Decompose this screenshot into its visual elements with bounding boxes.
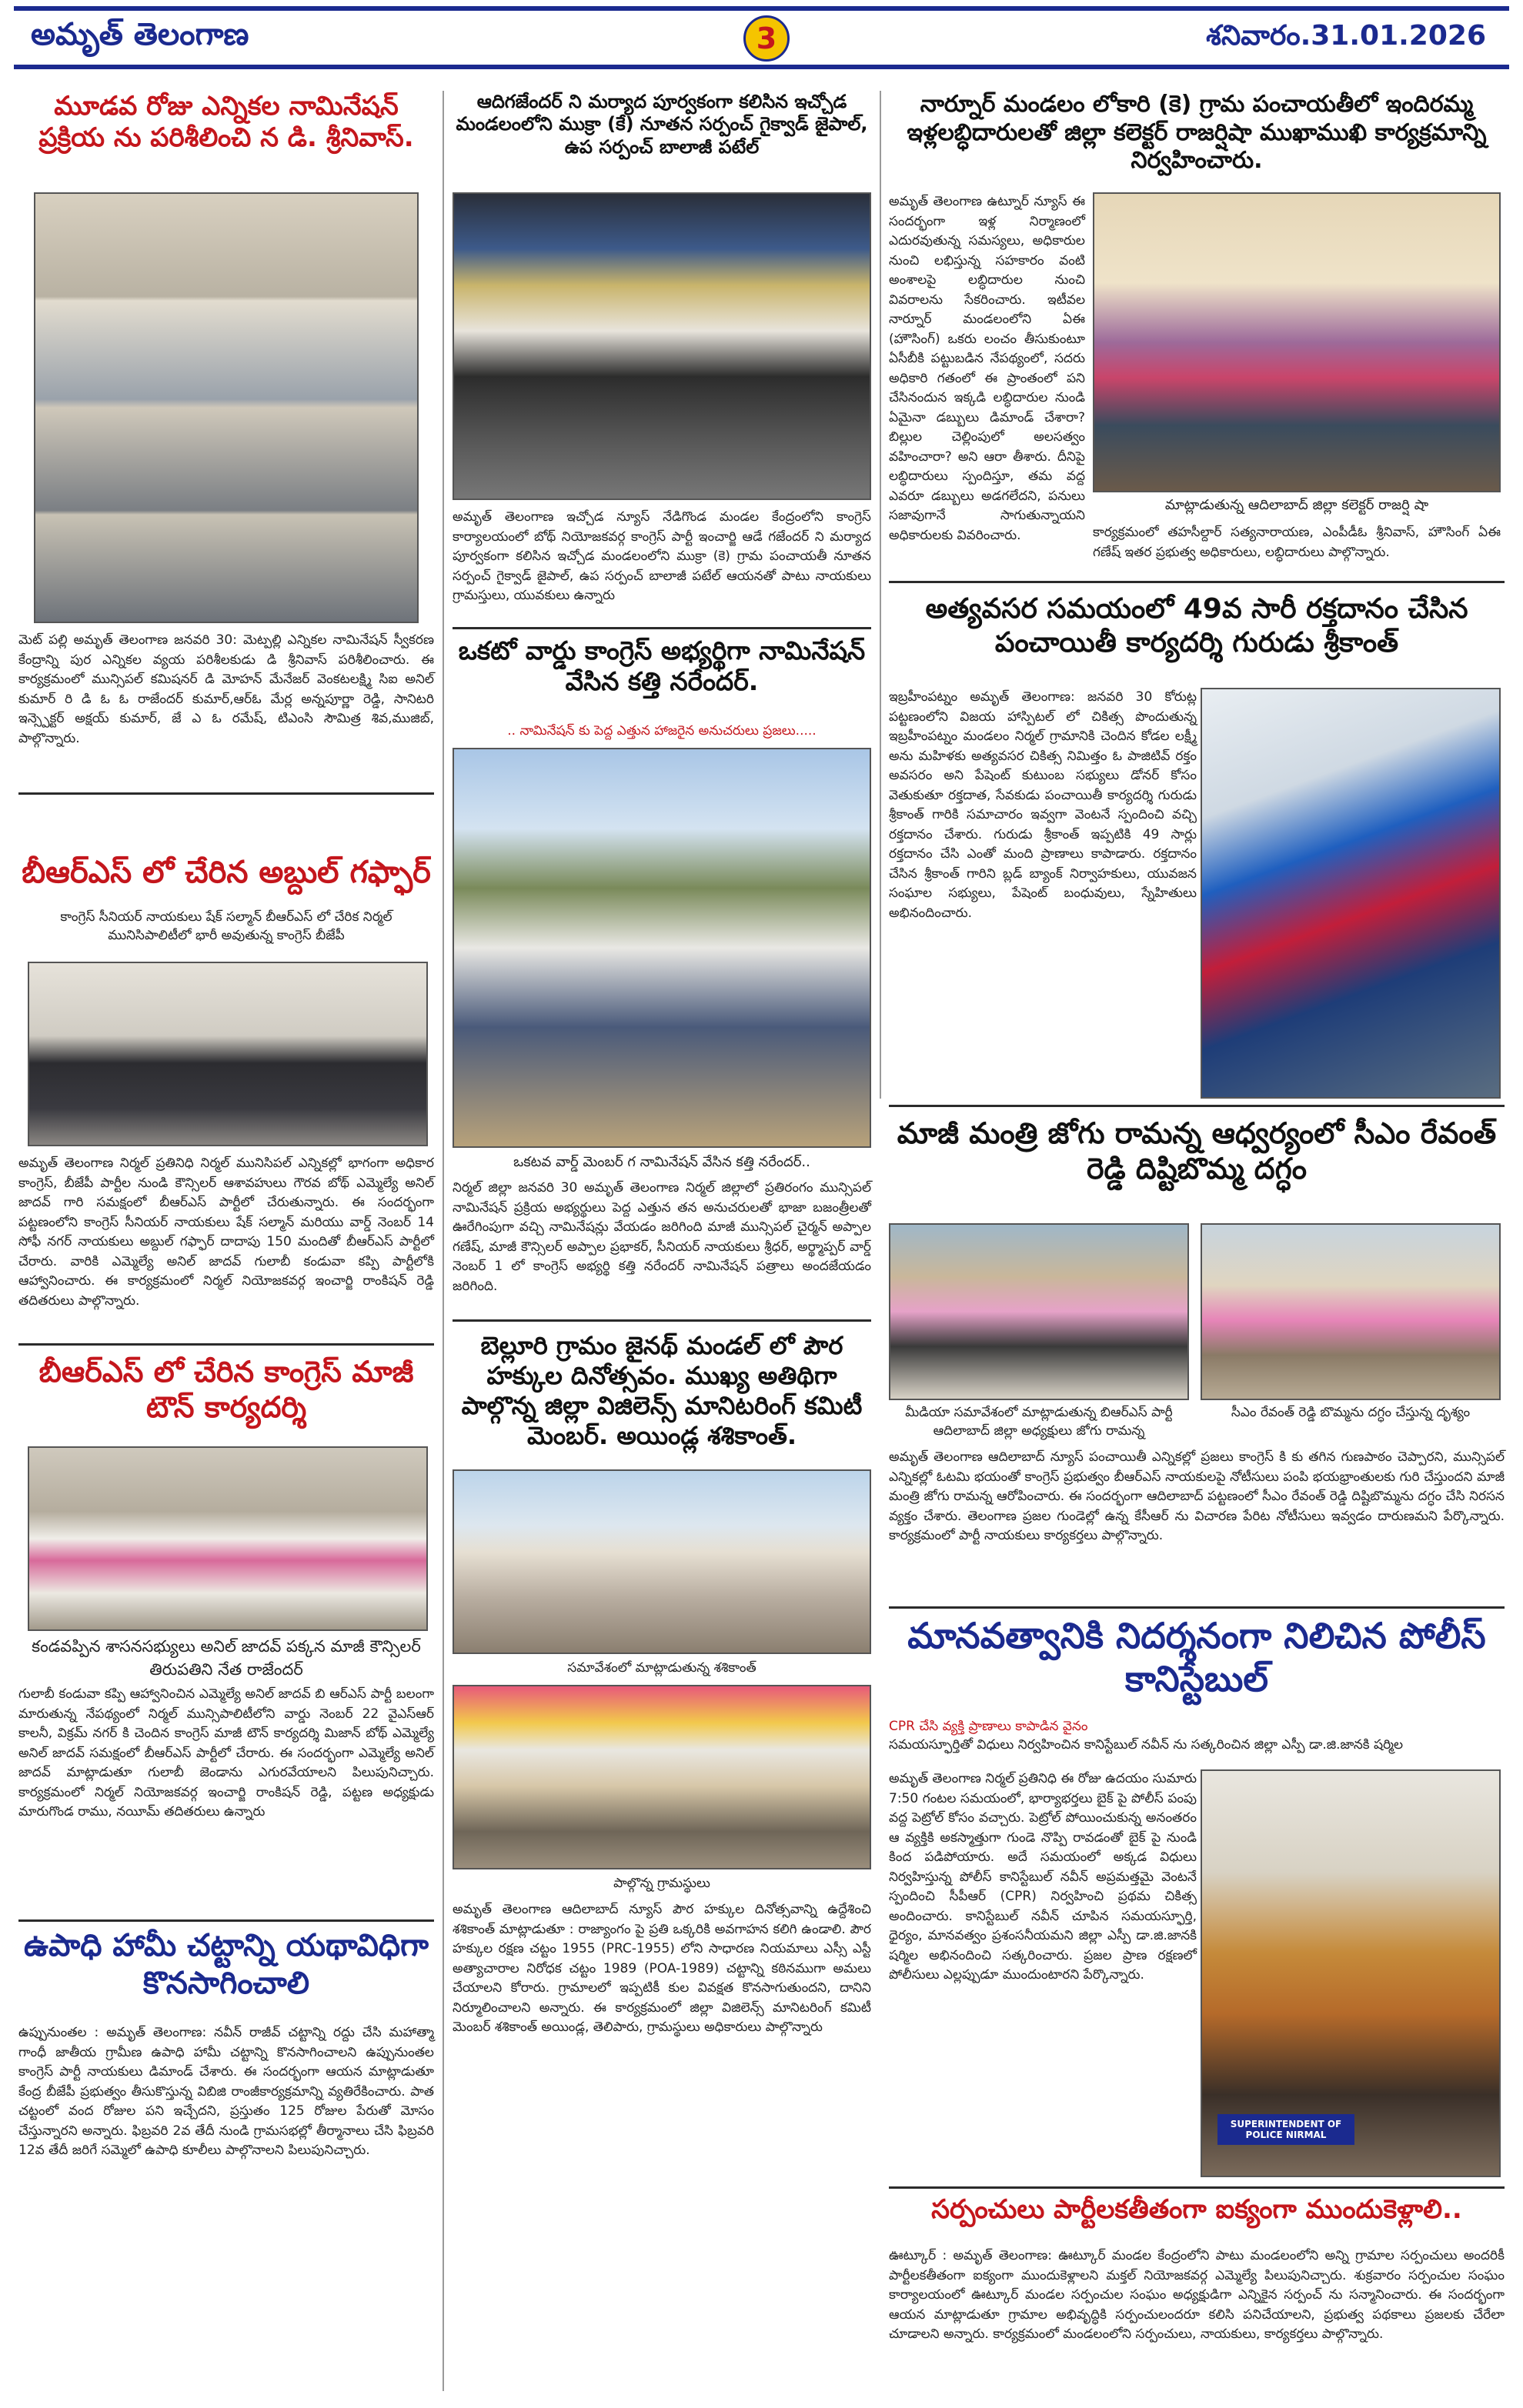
masthead — [14, 6, 1509, 69]
article-subhead-block — [18, 906, 434, 956]
headline: బీఆర్ఎస్ లో చేరిన కాంగ్రెస్ మాజీ టౌన్ కార్యదర్శి — [38, 1355, 414, 1425]
article-body: అమృత్ తెలంగాణ ఆదిలాబాద్ న్యూస్ పంచాయితీ ఎన్నికల్లో ప్రజలు కాంగ్రెస్ కి కు తగిన గుణపాఠం చెప్పారని, మున్సిపల్ ఎన్నికల్లో ఓటమి భయంతో కాంగ్రెస్ ప్రభుత్వం బీఆర్ఎస్ నాయకులపై నోటీసులు పంపి భయభ్రాంతులకు గురి చేస్తుందని మాజీ మంత్రి జోగు రామన్న ఆరోపించారు. ఈ సందర్భంగా ఆదిలాబాద్ పట్టణంలో సీఎం రేవంత్ రెడ్డి దిష్టిబొమ్మను దగ్ధం చేసి నిరసన వ్యక్తం చేశారు. తెలంగాణ ప్రజల గుండెల్లో ఉన్న కేసీఆర్ ను విచారణ పేరిట నోటీసులు ఇవ్వడం దారుణమని పేర్కొన్నారు. కార్యక్రమంలో పార్టీ నాయకులు కార్యకర్తలు పాల్గొన్నారు. — [889, 1449, 1505, 1543]
article-footer-text: కార్యక్రమంలో తహసీల్దార్ సత్యనారాయణ, ఎంపీడీఓ శ్రీనివాస్, హౌసింగ్ ఏఈ గణేష్ ఇతర ప్రభుత్వ అధికారులు, లబ్ధిదారులు పాల్గొన్నారు. — [1093, 525, 1501, 560]
photo-brs-joining-event — [28, 962, 428, 1146]
article-body: అమృత్ తెలంగాణ నిర్మల్ ప్రతినిధి ఈ రోజు ఉదయం సుమారు 7:50 గంటల సమయంలో, భార్యాభర్తలు బైక్ పై పోలీస్ పంపు వద్ద పెట్రోల్ కోసం వచ్చారు. పెట్రోల్ పోయించుకున్న అనంతరం ఆ వ్యక్తికి అకస్మాత్తుగా గుండె నొప్పి రావడంతో బైక్ పై నుండి కింద పడిపోయారు. అదే సమయంలో అక్కడ విధులు నిర్వహిస్తున్న పోలీస్ కానిస్టేబుల్ నవీన్ అప్రమత్తమై వెంటనే స్పందించి సీపీఆర్ (CPR) నిర్వహించి ప్రథమ చికిత్స అందించారు. కానిస్టేబుల్ నవీన్ చూపిన సమయస్ఫూర్తి, ధైర్యం, మానవత్వం ప్రశంసనీయమని జిల్లా ఎస్పీ డా.జి.జానకి షర్మిల అభినందించి సత్కరించారు. ప్రజల ప్రాణ రక్షణలో పోలీసులు ఎల్లప్పుడూ ముందుంటారని పేర్కొన్నారు. — [889, 1771, 1197, 1983]
article-divider — [18, 1919, 434, 1922]
headline: మానవత్వానికి నిదర్శనంగా నిలిచిన పోలీస్ కానిస్టేబుల్ — [907, 1615, 1486, 1700]
photo-sarpanch-meeting — [453, 192, 871, 500]
article-body-text: అమృత్ తెలంగాణ ఆదిలాబాద్ న్యూస్ పౌర హక్కుల దినోత్సవాన్ని ఉద్దేశించి శశికాంత్ మాట్లాడుతూ : రాజ్యాంగం పై ప్రతి ఒక్కరికి అవగాహన కలిగి ఉండాలి. పౌర హక్కుల రక్షణ చట్టం 1955 (PRC-1955) లోని సాధారణ నియమాలు ఎస్సీ ఎస్టీ అత్యాచారాల నిరోధక చట్టం 1989 (POA-1989) చట్టాన్ని కఠినముగా అమలు చేయాలని కోరారు. గ్రామాలలో ఇప్పటికీ కుల వివక్షత కొనసాగుతుందని, దానిని నిర్మూలించాలని అన్నారు. ఈ కార్యక్రమంలో జిల్లా విజిలెన్స్ మానిటరింగ్ కమిటీ మెంబర్ శశికాంత్ అయిండ్ల, తెలిపారు, గ్రామస్థులు అధికారులు పాల్గొన్నారు — [453, 1902, 871, 2035]
article-congress-secretary-headline — [18, 1354, 434, 1439]
photo-caption: ఒకటవ వార్డ్ మెంబర్ గ నామినేషన్ వేసిన కత్తి నరేందర్.. — [513, 1154, 810, 1170]
article-divider — [18, 792, 434, 795]
sp-nameplate: SUPERINTENDENT OF POLICE NIRMAL — [1217, 2114, 1354, 2145]
article-divider — [18, 1343, 434, 1346]
article-divider — [889, 1105, 1505, 1107]
photo-blood-donation — [1201, 688, 1501, 1099]
photo-caption: పాల్గొన్న గ్రామస్థులు — [613, 1876, 710, 1891]
photo-jogu-ramanna-press-meet — [889, 1223, 1189, 1400]
article-body: అమృత్ తెలంగాణ ఇచ్చోడ న్యూస్ నేడిగొండ మండల కేంద్రంలోని కాంగ్రెస్ కార్యాలయంలో బోథ్ నియోజకవర్గ కాంగ్రెస్ పార్టీ ఇంచార్జి ఆడే గజేందర్ ని మర్యాద పూర్వకంగా కలిసిన ఇచ్చోడ మండలంలోని ముక్రా (కె) గ్రామ పంచాయతీ నూతన సర్పంచ్ గైక్వాడ్ జైపాల్, ఉప సర్పంచ్ బాలాజీ పటేల్ ఆయనతో పాటు నాయకులు గ్రామస్తులు, యువకులు ఉన్నారు — [453, 509, 871, 603]
article-sarpanch-courtesy-headline — [453, 91, 871, 183]
article-body: గులాబీ కండువా కప్పి ఆహ్వానించిన ఎమ్మెల్యే అనిల్ జాదవ్ బి ఆర్ఎస్ పార్టీ బలంగా మారుతున్న నేపథ్యంలో నిర్మల్ మున్సిపాలిటీలోని వార్డు నెంబర్ 22 వైఎస్ఆర్ కాలనీ, విక్రమ్ నగర్ కి చెందిన కాంగ్రెస్ మాజీ టౌన్ కార్యదర్శి మిజాన్ బోథ్ ఎమ్మెల్యే అనిల్ జాదవ్ సమక్షంలో బీఆర్ఎస్ పార్టీలో చేరారు. ఈ సందర్భంగా ఎమ్మెల్యే అనిల్ జాదవ్ మాట్లాడుతూ గులాబీ జెండాను ఎగురవేయాలని పిలుపునిచ్చారు. కార్యక్రమంలో నిర్మల్ నియోజకవర్గ ఇంచార్జి రాంకిషన్ రెడ్డి, పట్టణ అధ్యక్షుడు మారుగొండ రాము, నయీమ్ తదితరులు ఉన్నారు — [18, 1686, 434, 1819]
photo-caption: కండవప్పిన శాసనసభ్యులు అనిల్ జాదవ్ పక్కన మాజీ కౌన్సిలర్ తిరుపతిని నేత రాజేందర్ — [32, 1637, 421, 1679]
photo-villagers-participating — [453, 1685, 871, 1869]
article-body: ఊట్కూర్ : అమృత్ తెలంగాణ: ఊట్కూర్ మండల కేంద్రంలోని పాటు మండలంలోని అన్ని గ్రామాల సర్పంచులు అందరికీ పార్టీలకతీతంగా ఐక్యంగా ముందుకెళ్లాలని మక్తల్ నియోజకవర్గ ఎమ్మెల్యే పిలుపునిచ్చారు. శుక్రవారం సర్పంచుల సంఘం కార్యాలయంలో ఊట్కూర్ మండల సర్పంచుల సంఘం అధ్యక్షుడిగా ఎన్నికైన సర్పంచ్ ను సన్మానించారు. ఈ సందర్భంగా ఆయన మాట్లాడుతూ గ్రామాల అభివృద్ధికి సర్పంచులందరూ కలిసి పనిచేయాలని, ప్రభుత్వ పథకాలు ప్రజలకు చేరేలా చూడాలని అన్నారు. కార్యక్రమంలో మండలంలోని సర్పంచులు, నాయకులు, కార్యకర్తలు పాల్గొన్నారు. — [889, 2248, 1505, 2342]
subhead-block — [453, 720, 871, 742]
photo-effigy-burning — [1201, 1223, 1501, 1400]
headline: బెల్లూరి గ్రామం జైనథ్ మండల్ లో పౌర హక్కుల దినోత్సవం. ముఖ్య అతిథిగా పాల్గొన్న జిల్లా విజిలెన్స్ మానిటరింగ్ కమిటీ మెంబర్. అయిండ్ల శశికాంత్. — [461, 1331, 863, 1451]
photo-collage-nomination-inspection — [34, 192, 419, 623]
article-sarpanch-unity-headline — [889, 2194, 1505, 2240]
article-abdul-gaffar-headline — [18, 854, 434, 900]
photo-civil-rights-meeting — [453, 1469, 871, 1654]
subhead: CPR చేసి వ్యక్తి ప్రాణాలు కాపాడిన వైనం — [889, 1719, 1088, 1734]
article-effigy-burning-headline — [889, 1116, 1505, 1208]
headline: నార్నూర్ మండలం లోకారి (కె) గ్రామ పంచాయతీలో ఇందిరమ్మ ఇళ్లలబ్ధిదారులతో జిల్లా కలెక్టర్ రాజర్షిషా ముఖాముఖి కార్యక్రమాన్ని నిర్వహించారు. — [907, 91, 1487, 175]
article-body: మెట్ పల్లి అమృత్ తెలంగాణ జనవరి 30: మెట్పల్లి ఎన్నికల నామినేషన్ స్వీకరణ కేంద్రాన్ని పుర ఎన్నికల వ్యయ పరిశీలకుడు డి శ్రీనివాస్ పరిశీలించారు. ఈ కార్యక్రమంలో మున్సిపల్ కమిషనర్ డి మోహన్ మేనేజర్ వెంకటలక్ష్మి సిఐ అనిల్ కుమార్ రి డి ఓ ఓ రాజేందర్ కుమార్,ఆర్ఓ మేర్ల అన్నపూర్ణా రెడ్డి, సానిటరి ఇన్స్పెక్టర్ అక్షయ్ కుమార్, జే ఎ ఓ రమేష్, టిఎంసి సౌమిత్ర శివ,ముజిబ్, పాల్గొన్నారు. — [18, 632, 434, 746]
headline: మాజీ మంత్రి జోగు రామన్న ఆధ్వర్యంలో సీఎం రేవంత్ రెడ్డి దిష్టిబొమ్మ దగ్ధం — [897, 1116, 1497, 1186]
article-employment-guarantee-headline — [18, 1927, 434, 2019]
headline: మూడవ రోజు ఎన్నికల నామినేషన్ ప్రక్రియ ను పరిశీలించి న డి. శ్రీనివాస్. — [38, 91, 414, 154]
article-body: అమృత్ తెలంగాణ నిర్మల్ ప్రతినిధి నిర్మల్ మునిసిపల్ ఎన్నికల్లో భాగంగా అధికార కాంగ్రెస్, బీజేపీ పార్టీల నుండి కౌన్సిలర్ ఆశావహులు గౌరవ బోథ్ ఎమ్మెల్యే అనిల్ జాదవ్ గారి సమక్షంలో బీఆర్ఎస్ పార్టీలో చేరుతున్నారు. ఈ సందర్భంగా పట్టణంలోని కాంగ్రెస్ సీనియర్ నాయకులు షేక్ సల్మాన్ మరియు వార్డ్ నెంబర్ 14 సోఫీ నగర్ నాయకులు అబ్దుల్ గఫ్ఫార్ దాదాపు 150 మందితో బీఆర్ఎస్ పార్టీలో చేరారు. వారికి ఎమ్మెల్యే అనిల్ జాదవ్ గులాబీ కండువా కప్పి పార్టీలోకి ఆహ్వానించారు. ఈ కార్యక్రమంలో నిర్మల్ నియోజకవర్గ ఇంచార్జి రాంకిషన్ రెడ్డి తదితరులు పాల్గొన్నారు. — [18, 1156, 434, 1309]
article-body: ఉప్పునుంతల : అమృత్ తెలంగాణ: నవీన్ రాజీవ్ చట్టాన్ని రద్దు చేసి మహాత్మా గాంధీ జాతీయ గ్రామీణ ఉపాధి హామీ చట్టాన్ని కొనసాగించాలని ఉప్పునుంతల కాంగ్రెస్ పార్టీ నాయకులు డిమాండ్ చేశారు. ఈ సందర్భంగా ఆయన మాట్లాడుతూ కేంద్ర బీజేపీ ప్రభుత్వం తీసుకొస్తున్న విబిజి రాంజీకార్యక్రమాన్ని వ్యతిరేకించారు. పాత చట్టంలో వంద రోజుల పని ఇచ్చేదని, ప్రస్తుతం 125 రోజుల పేరుతో మోసం చేస్తున్నారని అన్నారు. ఫిబ్రవరి 2వ తేదీ నుండి గ్రామసభల్లో తీర్మానాలు చేసి ఫిబ్రవరి 12వ తేదీ జరిగే సమ్మెలో ఉపాధి కూలీలు పాల్గొనాలని పిలుపునిచ్చారు. — [18, 2025, 434, 2158]
headline: ఒకటో వార్డు కాంగ్రెస్ అభ్యర్థిగా నామినేషన్ వేసిన కత్తి నరేందర్. — [458, 635, 866, 697]
photo-caption: మాట్లాడుతున్న ఆదిలాబాద్ జిల్లా కలెక్టర్ రాజర్షి షా — [1164, 497, 1429, 513]
article-body: అమృత్ తెలంగాణ ఉట్నూర్ న్యూస్ ఈ సందర్భంగా ఇళ్ల నిర్మాణంలో ఎదురవుతున్న సమస్యలు, అధికారుల నుంచి లభిస్తున్న సహకారం వంటి అంశాలపై లబ్ధిదారుల నుంచి వివరాలను సేకరించారు. ఇటీవల నార్నూర్ మండలంలోని ఏఈ (హౌసింగ్) ఒకరు లంచం తీసుకుంటూ ఏసీబీకి పట్టుబడిన నేపథ్యంలో, సదరు అధికారి గతంలో ఈ ప్రాంతంలో పని చేసినందున ఇక్కడి లబ్ధిదారుల నుండి ఏమైనా డబ్బులు డిమాండ్ చేశారా? బిల్లుల చెల్లింపులో అలసత్వం వహించారా? అని ఆరా తీశారు. దీనిపై లబ్ధిదారులు స్పందిస్తూ, తమ వద్ద ఎవరూ డబ్బులు అడగలేదని, పనులు సజావుగానే సాగుతున్నాయని అధికారులకు వివరించారు. — [889, 194, 1085, 543]
article-body: ఇబ్రహీంపట్నం అమృత్ తెలంగాణ: జనవరి 30 కోరుట్ల పట్టణంలోని విజయ హాస్పిటల్ లో చికిత్స పొందుతున్న ఇబ్రహీంపట్నం మండలం నిర్మల్ గ్రామానికి చెందిన కోడల లక్ష్మీ అను మహిళకు అత్యవసర చికిత్స నిమిత్తం ఓ పాజిటివ్ రక్తం అవసరం అని పేషెంట్ కుటుంబ సభ్యులు డోనర్ కోసం వెతుకుతూ రక్తదాత, సేవకుడు పంచాయితీ కార్యదర్శి గురుడు శ్రీకాంత్ గారికి సమాచారం ఇవ్వగా వెంటనే స్పందించి వచ్చి రక్తదానం చేశారు. గురుడు శ్రీకాంత్ ఇప్పటికి 49 సార్లు రక్తదానం చేసి ఎంతో మంది ప్రాణాలు కాపాడారు. రక్తదానం చేసిన శ్రీకాంత్ గారిని బ్లడ్ బ్యాంక్ నిర్వాహకులు, యువజన సంఘాల సభ్యులు, పేషెంట్ బంధువులు, స్నేహితులు అభినందించారు. — [889, 689, 1197, 921]
photo-congress-secretary-joining — [28, 1446, 428, 1631]
headline: ఆదిగజేందర్ ని మర్యాద పూర్వకంగా కలిసిన ఇచ్చోడ మండలంలోని ముక్రా (కే) నూతన సర్పంచ్ గైక్వాడ్ జైపాల్, ఉప సర్పంచ్ బాలాజీ పటేల్ — [456, 91, 868, 158]
headline: ఉపాధి హామీ చట్టాన్ని యథావిధిగా కొనసాగించాలి — [24, 1928, 429, 2001]
article-divider — [889, 581, 1505, 583]
article-body: నిర్మల్ జిల్లా జనవరి 30 అమృత్ తెలంగాణ నిర్మల్ జిల్లాలో ప్రతిరంగం మున్సిపల్ నామినేషన్ ప్రక్రియ అభ్యర్థులు పెద్ద ఎత్తున తన అనుచరులతో భాజా బజంత్రీలతో ఊరేగింపుగా వచ్చి నామినేషన్లు వేయడం జరిగింది మాజీ మున్సిపల్ చైర్మన్ అప్పాల గణేష్, మాజీ కౌన్సిలర్ అప్పాల ప్రభాకర్, సీనియర్ నాయకులు శ్రీధర్, అర్థ్మాప్పర్ వార్డ్ నెంబర్ 1 లో కాంగ్రెస్ అభ్యర్థి కత్తి నరేందర్ నామినేషన్ పత్రాలు అందజేయడం జరిగింది. — [453, 1180, 871, 1294]
subhead: .. నామినేషన్ కు పెద్ద ఎత్తున హాజరైన అనుచరులు ప్రజలు..... — [507, 723, 817, 739]
article-nomination-inspection-headline — [18, 91, 434, 183]
article-collector-interaction-headline — [889, 91, 1505, 183]
article-divider — [453, 1319, 871, 1322]
photo-caption: సమావేశంలో మాట్లాడుతున్న శశికాంత్ — [567, 1660, 756, 1676]
headline: బీఆర్ఎస్ లో చేరిన అబ్దుల్ గఫ్ఫార్ — [22, 855, 431, 890]
headline: సర్పంచులు పార్టీలకతీతంగా ఐక్యంగా ముందుకెళ్లాలి.. — [931, 2194, 1462, 2225]
subhead: కాంగ్రెస్ సీనియర్ నాయకులు షేక్ సల్మాన్ బీఆర్ఎస్ లో చేరిక నిర్మల్ మునిసిపాలిటీలో భారీ అవుతున్న కాంగ్రెస్ బీజేపీ — [60, 909, 392, 943]
photo-caption: సీఎం రేవంత్ రెడ్డి బొమ్మను దగ్ధం చేస్తున్న దృశ్యం — [1231, 1405, 1471, 1420]
subhead: సమయస్ఫూర్తితో విధులు నిర్వహించిన కానిస్టేబుల్ నవీన్ ను సత్కరించిన జిల్లా ఎస్పీ డా.జి.జానకి షర్మిల — [889, 1737, 1404, 1753]
article-divider — [889, 1606, 1505, 1609]
article-divider — [889, 2186, 1505, 2189]
article-blood-donation-headline — [889, 592, 1505, 677]
page-number-badge: 3 — [743, 15, 790, 62]
article-police-constable-headline — [889, 1614, 1505, 1714]
photo-sp-honoring-constable — [1201, 1769, 1501, 2177]
photo-caption: మీడియా సమావేశంలో మాట్లాడుతున్న బిఆర్ఎస్ పార్టీ ఆదిలాబాద్ జిల్లా అధ్యక్షులు జోగు రామన్న — [905, 1405, 1173, 1439]
photo-collector-interaction — [1093, 192, 1501, 492]
headline: అత్యవసర సమయంలో 49వ సారీ రక్తదానం చేసిన పంచాయితీ కార్యదర్శి గురుడు శ్రీకాంత్ — [925, 593, 1468, 659]
column-rule — [443, 91, 444, 2391]
issue-date: శనివారం.31.01.2026 — [1206, 20, 1486, 52]
column-rule — [880, 91, 881, 1099]
article-civil-rights-day-headline — [453, 1331, 871, 1462]
article-subheads — [889, 1719, 1505, 1765]
article-divider — [453, 627, 871, 629]
photo-katti-narender-nomination — [453, 748, 871, 1148]
newspaper-title: అమృత్ తెలంగాణ — [31, 17, 249, 52]
article-katti-narender-headline — [453, 635, 871, 720]
